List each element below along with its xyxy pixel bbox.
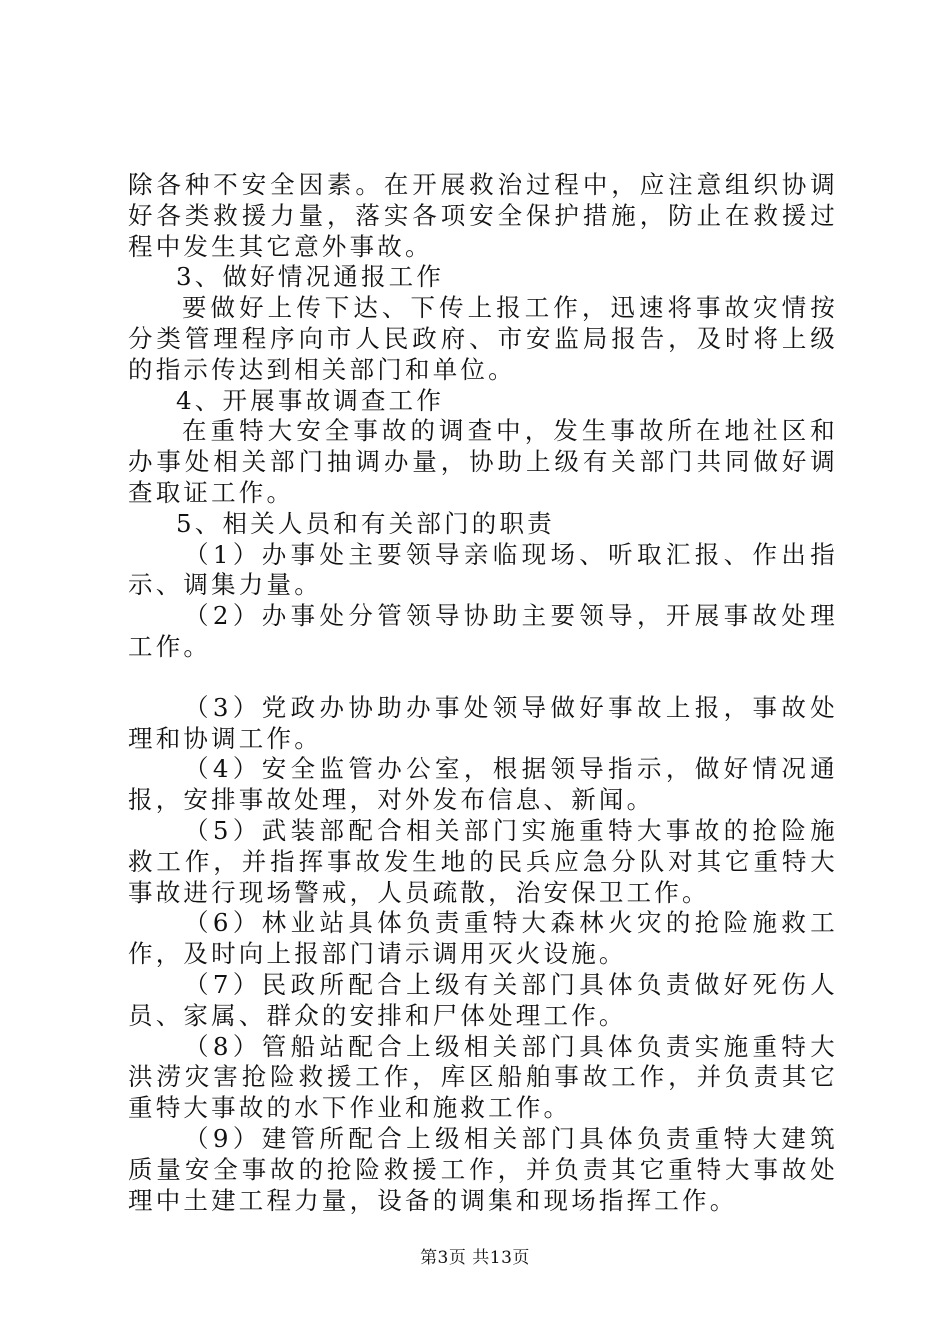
- paragraph-report: 要做好上传下达、下传上报工作，迅速将事故灾情按分类管理程序向市人民政府、市安监局报告，及时将上级的指示传达到相关部门和单位。: [128, 293, 838, 384]
- section-heading-4: 4、开展事故调查工作: [176, 385, 445, 415]
- page-number-footer: 第3页 共13页: [420, 1248, 530, 1268]
- paragraph-continued: 除各种不安全因素。在开展救治过程中，应注意组织协调好各类救援力量，落实各项安全保护措施，防止在救援过程中发生其它意外事故。: [128, 170, 838, 261]
- duty-item-8: （8）管船站配合上级相关部门具体负责实施重特大洪涝灾害抢险救援工作，库区船舶事故工作，并负责其它重特大事故的水下作业和施救工作。: [128, 1031, 838, 1123]
- paragraph-investigation: 在重特大安全事故的调查中，发生事故所在地社区和办事处相关部门抽调办量，协助上级有关部门共同做好调查取证工作。: [128, 416, 838, 507]
- duty-item-3: （3）党政办协助办事处领导做好事故上报，事故处理和协调工作。: [128, 692, 838, 753]
- section-heading-5: 5、相关人员和有关部门的职责: [176, 508, 555, 538]
- section-heading-3: 3、做好情况通报工作: [176, 262, 445, 292]
- duty-item-1: （1）办事处主要领导亲临现场、听取汇报、作出指示、调集力量。: [128, 539, 838, 600]
- document-body: [128, 170, 838, 1216]
- duty-item-5: （5）武装部配合相关部门实施重特大事故的抢险施救工作，并指挥事故发生地的民兵应急分队对其它重特大事故进行现场警戒，人员疏散，治安保卫工作。: [128, 815, 838, 907]
- duty-item-2: （2）办事处分管领导协助主要领导，开展事故处理工作。: [128, 601, 838, 661]
- duty-item-7: （7）民政所配合上级有关部门具体负责做好死伤人员、家属、群众的安排和尸体处理工作。: [128, 969, 838, 1030]
- duty-item-6: （6）林业站具体负责重特大森林火灾的抢险施救工作，及时向上报部门请示调用灭火设施。: [128, 908, 838, 969]
- duty-item-4: （4）安全监管办公室，根据领导指示，做好情况通报，安排事故处理，对外发布信息、新闻。: [128, 754, 838, 815]
- duty-item-9: （9）建管所配合上级相关部门具体负责重特大建筑质量安全事故的抢险救援工作，并负责其它重特大事故处理中土建工程力量，设备的调集和现场指挥工作。: [128, 1123, 838, 1215]
